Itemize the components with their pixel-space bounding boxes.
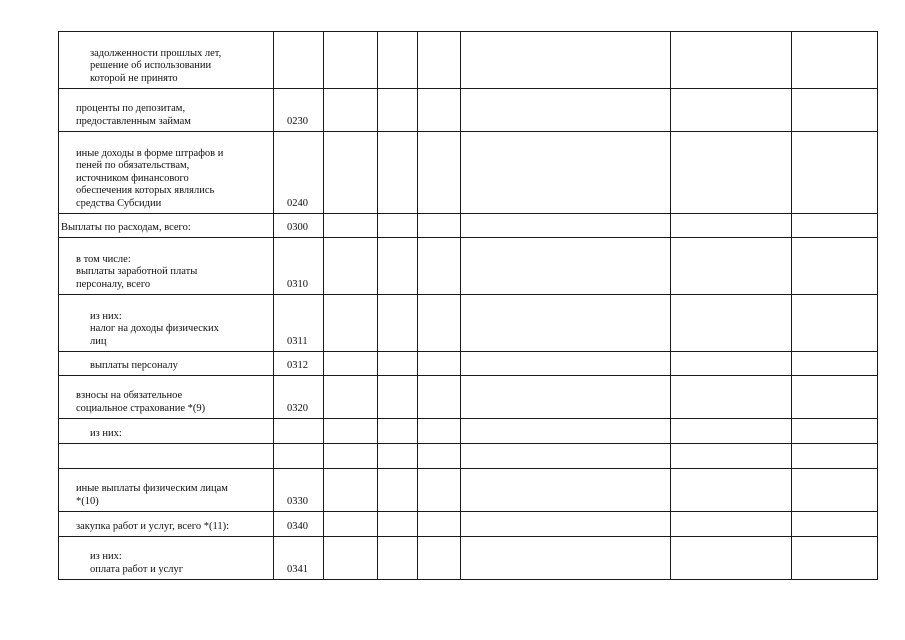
row-name-cell	[59, 537, 274, 580]
value-cell[interactable]	[418, 512, 461, 537]
row-name-cell	[59, 132, 274, 214]
value-cell[interactable]	[378, 295, 418, 352]
table-row	[59, 352, 878, 376]
value-cell[interactable]	[378, 352, 418, 376]
value-cell[interactable]	[418, 376, 461, 419]
table-row	[59, 89, 878, 132]
value-cell[interactable]	[671, 238, 792, 295]
row-name-cell	[59, 352, 274, 376]
row-name-line: решение об использовании	[90, 60, 212, 71]
row-name-line: которой не принято	[90, 72, 178, 84]
table-row	[59, 132, 878, 214]
value-cell[interactable]	[418, 419, 461, 444]
value-cell[interactable]	[378, 32, 418, 89]
value-cell[interactable]	[792, 352, 878, 376]
row-name-cell	[59, 295, 274, 352]
value-cell[interactable]	[792, 32, 878, 89]
value-cell[interactable]	[461, 89, 671, 132]
row-name-line: пеней по обязательствам,	[76, 160, 190, 171]
row-name-line: предоставленным займам	[76, 115, 191, 127]
value-cell[interactable]	[324, 352, 378, 376]
value-cell[interactable]	[324, 89, 378, 132]
value-cell[interactable]	[671, 214, 792, 238]
value-cell[interactable]	[324, 419, 378, 444]
table-row	[59, 469, 878, 512]
value-cell[interactable]	[461, 376, 671, 419]
value-cell[interactable]	[461, 295, 671, 352]
value-cell[interactable]	[792, 419, 878, 444]
table-row	[59, 295, 878, 352]
value-cell[interactable]	[378, 419, 418, 444]
value-cell[interactable]	[418, 537, 461, 580]
value-cell[interactable]	[324, 537, 378, 580]
value-cell[interactable]	[324, 295, 378, 352]
table-row	[59, 444, 878, 469]
value-cell[interactable]	[378, 537, 418, 580]
value-cell[interactable]	[418, 444, 461, 469]
value-cell[interactable]	[792, 444, 878, 469]
value-cell[interactable]	[671, 295, 792, 352]
value-cell[interactable]	[671, 132, 792, 214]
value-cell[interactable]	[461, 214, 671, 238]
row-name-cell	[59, 469, 274, 512]
row-name-line: закупка работ и услуг, всего *(11):	[76, 520, 229, 532]
value-cell[interactable]	[324, 469, 378, 512]
row-name-line: налог на доходы физических	[90, 323, 219, 334]
row-name-cell	[59, 32, 274, 89]
row-code-cell: 0311	[274, 295, 324, 352]
value-cell[interactable]	[378, 512, 418, 537]
value-cell[interactable]	[461, 238, 671, 295]
row-name-line: проценты по депозитам,	[76, 103, 186, 114]
table-row	[59, 419, 878, 444]
value-cell[interactable]	[378, 238, 418, 295]
row-name-line: иные доходы в форме штрафов и	[76, 147, 224, 159]
value-cell[interactable]	[324, 238, 378, 295]
table-row	[59, 32, 878, 89]
value-cell[interactable]	[792, 132, 878, 214]
value-cell[interactable]	[324, 32, 378, 89]
row-code-cell	[274, 32, 324, 89]
value-cell[interactable]	[671, 352, 792, 376]
row-code-cell	[274, 444, 324, 469]
row-name-cell	[59, 376, 274, 419]
row-name-line: источником финансового	[76, 172, 189, 184]
value-cell[interactable]	[324, 512, 378, 537]
value-cell[interactable]	[324, 132, 378, 214]
value-cell[interactable]	[792, 295, 878, 352]
row-name-line: из них:	[90, 427, 122, 439]
row-name-line: выплаты персоналу	[90, 359, 178, 371]
row-code-cell: 0320	[274, 376, 324, 419]
value-cell[interactable]	[671, 89, 792, 132]
value-cell[interactable]	[378, 469, 418, 512]
value-cell[interactable]	[418, 469, 461, 512]
value-cell[interactable]	[418, 352, 461, 376]
row-name-cell	[59, 89, 274, 132]
value-cell[interactable]	[378, 89, 418, 132]
value-cell[interactable]	[792, 537, 878, 580]
value-cell[interactable]	[378, 132, 418, 214]
row-name-line: выплаты заработной платы	[76, 266, 198, 277]
value-cell[interactable]	[671, 444, 792, 469]
value-cell[interactable]	[461, 469, 671, 512]
value-cell[interactable]	[671, 512, 792, 537]
row-code-cell: 0230	[274, 89, 324, 132]
value-cell[interactable]	[671, 537, 792, 580]
row-code-cell: 0312	[274, 352, 324, 376]
row-name-cell	[59, 238, 274, 295]
row-name-line: иные выплаты физическим лицам	[76, 483, 228, 494]
table-row	[59, 376, 878, 419]
row-name-line: из них:	[90, 310, 122, 322]
row-name-line: персоналу, всего	[76, 278, 151, 290]
value-cell[interactable]	[461, 132, 671, 214]
value-cell[interactable]	[792, 89, 878, 132]
value-cell[interactable]	[792, 214, 878, 238]
value-cell[interactable]	[324, 214, 378, 238]
value-cell[interactable]	[418, 238, 461, 295]
row-name-line: обеспечения которых являлись	[76, 185, 215, 196]
row-code-cell: 0310	[274, 238, 324, 295]
value-cell[interactable]	[418, 214, 461, 238]
budget-form-table	[58, 31, 878, 580]
table-row	[59, 537, 878, 580]
row-name-cell	[59, 214, 274, 238]
row-code-cell: 0240	[274, 132, 324, 214]
table-body	[59, 32, 878, 580]
row-name-line: социальное страхование *(9)	[76, 402, 206, 414]
value-cell[interactable]	[792, 376, 878, 419]
row-code-cell: 0300	[274, 214, 324, 238]
value-cell[interactable]	[461, 444, 671, 469]
table-row	[59, 512, 878, 537]
value-cell[interactable]	[792, 238, 878, 295]
row-name-line: задолженности прошлых лет,	[90, 47, 222, 59]
row-code-cell: 0330	[274, 469, 324, 512]
value-cell[interactable]	[671, 376, 792, 419]
value-cell[interactable]	[461, 537, 671, 580]
value-cell[interactable]	[461, 32, 671, 89]
row-code-cell: 0340	[274, 512, 324, 537]
value-cell[interactable]	[792, 469, 878, 512]
table-row	[59, 214, 878, 238]
value-cell[interactable]	[461, 419, 671, 444]
value-cell[interactable]	[378, 214, 418, 238]
value-cell[interactable]	[671, 469, 792, 512]
row-code-cell: 0341	[274, 537, 324, 580]
value-cell[interactable]	[461, 512, 671, 537]
value-cell[interactable]	[792, 512, 878, 537]
row-name-cell	[59, 512, 274, 537]
value-cell[interactable]	[418, 32, 461, 89]
value-cell[interactable]	[418, 132, 461, 214]
value-cell[interactable]	[378, 444, 418, 469]
row-name-line: взносы на обязательное	[76, 390, 183, 401]
row-name-cell	[59, 444, 274, 469]
value-cell[interactable]	[418, 89, 461, 132]
value-cell[interactable]	[324, 376, 378, 419]
row-name-cell	[59, 419, 274, 444]
value-cell[interactable]	[461, 352, 671, 376]
row-name-line: лиц	[90, 335, 107, 347]
value-cell[interactable]	[671, 32, 792, 89]
value-cell[interactable]	[378, 376, 418, 419]
row-name-line: в том числе:	[76, 253, 131, 265]
table-row	[59, 238, 878, 295]
row-name-line: *(10)	[76, 495, 99, 507]
row-name-line: из них:	[90, 551, 122, 562]
value-cell[interactable]	[324, 444, 378, 469]
value-cell[interactable]	[418, 295, 461, 352]
row-code-cell	[274, 419, 324, 444]
row-name-line: средства Субсидии	[76, 197, 162, 209]
value-cell[interactable]	[671, 419, 792, 444]
row-name-line: оплата работ и услуг	[90, 563, 184, 575]
row-name-line: Выплаты по расходам, всего:	[61, 221, 191, 233]
